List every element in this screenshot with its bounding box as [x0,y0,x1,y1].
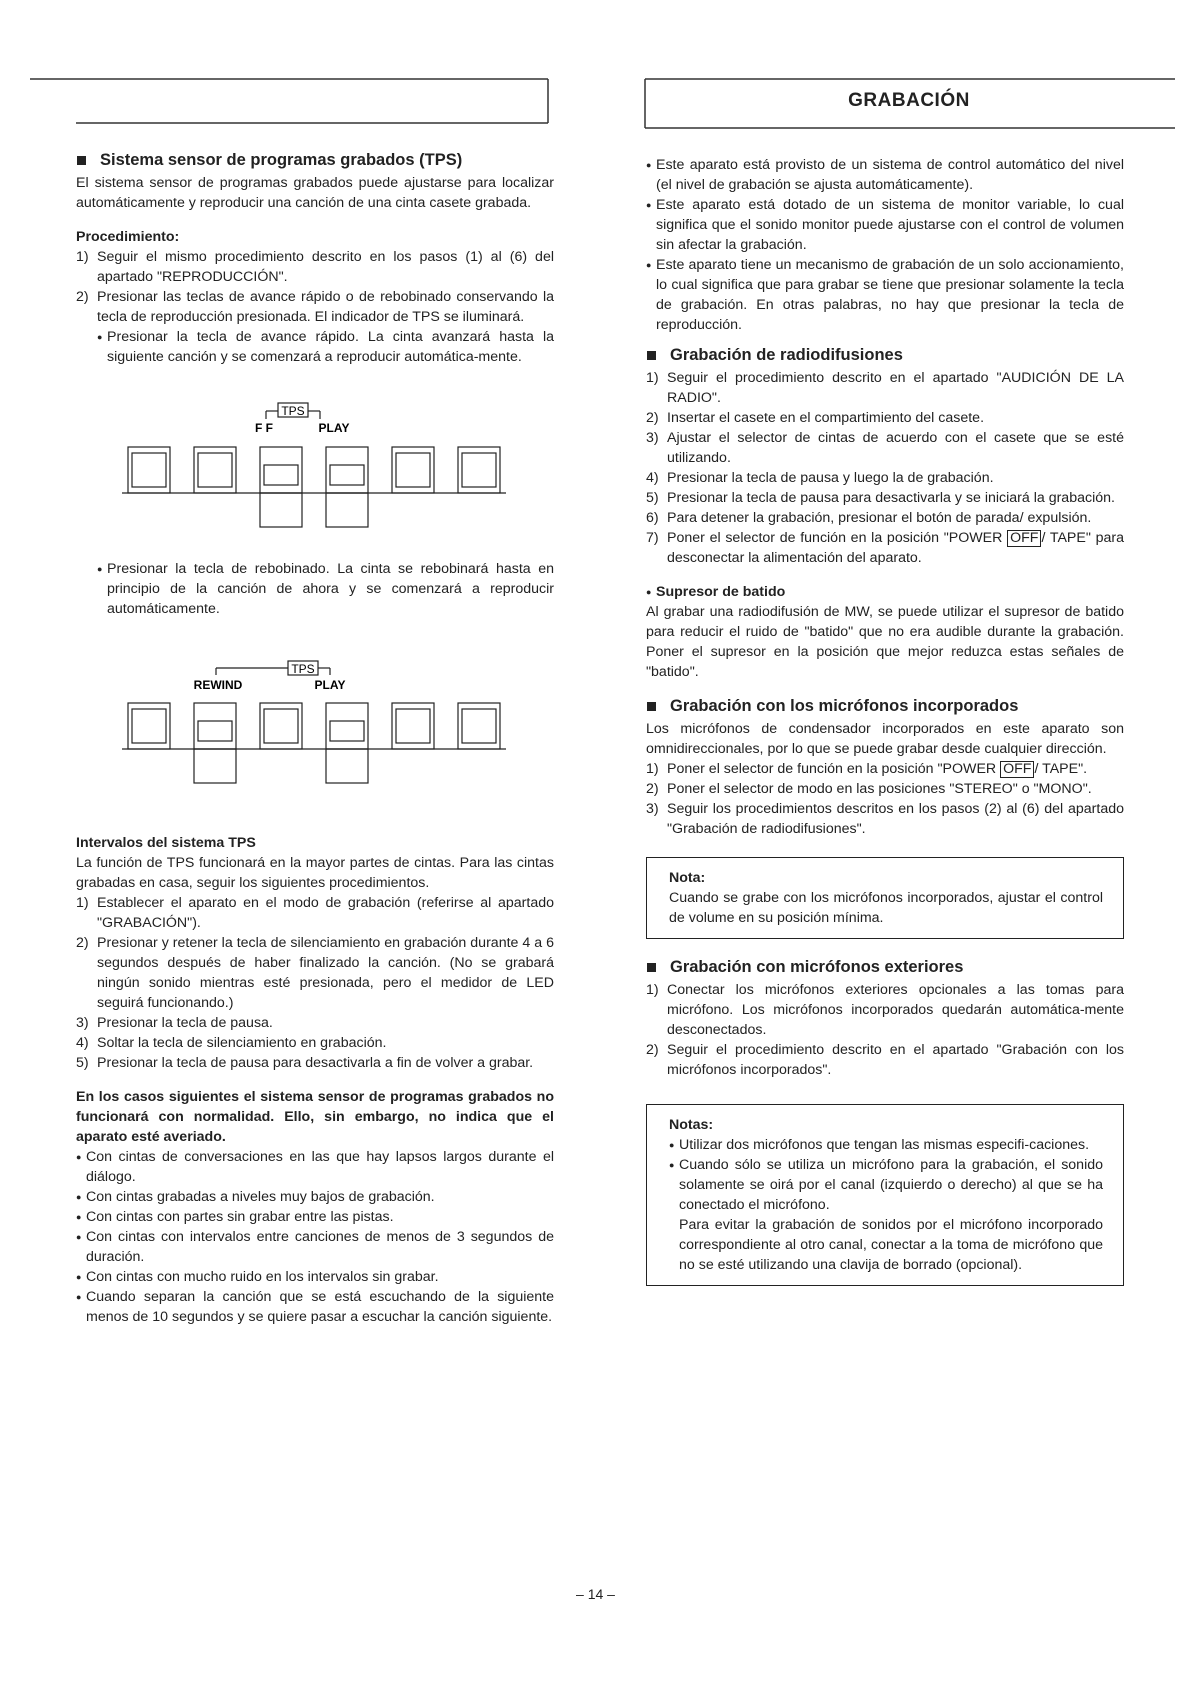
tps-intro: El sistema sensor de programas grabados puede ajustarse para localizar automáticamente y reproducir una canción de una cinta casete grabada. [76,175,554,211]
list-item: 2) Presionar y retener la tecla de silenciamiento en grabación durante 4 a 6 segundos después de haber finalizado la canción. (No se grabará ningún sonido mientras esté presionada, pero el medidor de LED seguirá funcionando.) [76,935,554,1011]
beat-text: Al grabar una radiodifusión de MW, se puede utilizar el supresor de batido para reducir el ruido de "batido" que no era audible durante la grabación. Poner el supresor en la posición que mejor reduzca estas señales de "batido". [646,604,1124,680]
list-item: 1) Establecer el aparato en el modo de grabación (referirse al apartado "GRABACIÓN"). [76,895,554,931]
key-rewind [194,703,236,749]
beat-heading: ● Supresor de batido [646,582,1124,602]
external-mics-section-title: Grabación con micrófonos exteriores [646,957,1124,977]
radio-section-title: Grabación de radiodifusiones [646,345,1124,365]
note-text: Cuando se grabe con los micrófonos incorporados, ajustar el control de volume en su posición mínima. [669,890,1103,926]
left-column [76,150,554,1327]
square-bullet-icon [647,351,656,360]
external-notes-box [646,1104,1124,1286]
list-item: ● Utilizar dos micrófonos que tengan las mismas especifi-caciones. [669,1135,1103,1155]
cassette-keys [122,447,506,527]
ff-sub-bullet: ● Presionar la tecla de avance rápido. La cinta avanzará hasta la siguiente canción y se comenzará a reproducir automática-mente. [97,327,554,367]
square-bullet-icon [647,702,656,711]
list-item: 1) Conectar los micrófonos exteriores opcionales a las tomas para micrófono. Los micrófonos incorporados quedarán automática-mente desconectados. [646,982,1124,1038]
cases-heading: En los casos siguientes el sistema sensor de programas grabados no funcionará con normalidad. Ello, sin embargo, no indica que el aparato esté averiado. [76,1089,554,1145]
tps-section-title: Sistema sensor de programas grabados (TPS) [76,150,554,170]
key-ff [260,447,302,493]
radio-steps [646,368,1124,568]
note-heading: Nota: [669,870,706,886]
right-header-title: GRABACIÓN [848,90,970,111]
square-bullet-icon [77,156,86,165]
recording-intro-list [646,155,1124,335]
notes-heading: Notas: [669,1117,714,1133]
list-item: 2) Seguir el procedimiento descrito en el apartado "Grabación con los micrófonos incorporados". [646,1042,1124,1078]
list-item: 3) Seguir los procedimientos descritos en los pasos (2) al (6) del apartado "Grabación de radiodifusiones". [646,801,1124,837]
builtin-note-box [646,857,1124,939]
cassette-keys-2 [122,703,506,783]
off-boxed-label: OFF [1000,761,1034,778]
list-item: 1) Seguir el mismo procedimiento descrito en los pasos (1) al (6) del apartado "REPRODUCCIÓN". [76,249,554,285]
key-5 [392,447,434,493]
list-item: 7) Poner el selector de función en la posición "POWER OFF / TAPE" para desconectar la alimentación del aparato. [646,530,1124,566]
notes-extra: Para evitar la grabación de sonidos por el micrófono incorporado correspondiente al otro canal, conectar a la toma de micrófono que no se esté utilizando una clavija de borrado (opcional). [679,1217,1103,1273]
off-boxed-label: OFF [1007,530,1041,547]
intervals-intro: La función de TPS funcionará en la mayor partes de cintas. Para las cintas grabadas en casa, seguir los siguientes procedimientos. [76,855,554,891]
ff-label: F F [255,421,273,435]
list-item: ● Este aparato tiene un mecanismo de grabación de un solo accionamiento, lo cual significa que para grabar se tiene que presionar solamente la tecla de grabación. En otras palabras, no hay que presionar la tecla de reproducción. [646,255,1124,335]
list-item: 1) Poner el selector de función en la posición "POWER OFF / TAPE". [646,761,1088,777]
header-frames [0,0,1191,140]
list-item: 3) Ajustar el selector de cintas de acuerdo con el casete que se esté utilizando. [646,430,1124,466]
page-number: – 14 – [576,1586,615,1602]
procedure-heading: Procedimiento: [76,229,180,245]
key-play [326,447,368,493]
key-1 [128,447,170,493]
tps-label: TPS [281,404,305,418]
list-item: 4) Presionar la tecla de pausa y luego la de grabación. [646,470,994,486]
rewind-play-keys-diagram [76,657,554,789]
builtin-mics-section-title: Grabación con los micrófonos incorporados [646,696,1124,716]
cases-list [76,1147,554,1327]
ff-play-keys-diagram [76,389,554,541]
list-item: 3) Presionar la tecla de pausa. [76,1015,273,1031]
intervals-heading: Intervalos del sistema TPS [76,835,256,851]
play-label-2: PLAY [314,678,346,692]
list-item: ● Con cintas de conversaciones en las que hay lapsos largos durante el diálogo. [76,1147,554,1187]
list-item: ● Con cintas con mucho ruido en los intervalos sin grabar. [76,1267,554,1287]
list-item: 6) Para detener la grabación, presionar el botón de parada/ expulsión. [646,510,1092,526]
builtin-steps [646,759,1124,839]
rewind-label: REWIND [193,678,243,692]
list-item: ● Con cintas con partes sin grabar entre las pistas. [76,1207,554,1227]
external-steps [646,980,1124,1080]
list-item: ● Con cintas grabadas a niveles muy bajos de grabación. [76,1187,554,1207]
key-play-2 [326,703,368,749]
list-item: 2) Presionar las teclas de avance rápido o de rebobinado conservando la tecla de reproducción presionada. El indicador de TPS se iluminará. ● Presionar la tecla de avance rápido. La cinta avanzará hasta la siguiente canción y se comenzará a reproducir automática-mente. [76,287,554,367]
tps-label-2: TPS [291,662,315,676]
list-item: ● Este aparato está provisto de un sistema de control automático del nivel (el nivel de grabación se ajusta automáticamente). [646,155,1124,195]
square-bullet-icon [647,963,656,972]
list-item: ● Con cintas con intervalos entre canciones de menos de 3 segundos de duración. [76,1227,554,1267]
intervals-steps [76,893,554,1073]
tps-steps [76,247,554,367]
list-item: 2) Poner el selector de modo en las posiciones "STEREO" o "MONO". [646,781,1092,797]
notes-list [669,1135,1103,1215]
list-item: 1) Seguir el procedimiento descrito en el apartado "AUDICIÓN DE LA RADIO". [646,370,1124,406]
list-item: 2) Insertar el casete en el compartimiento del casete. [646,410,985,426]
key-6 [458,447,500,493]
list-item: 4) Soltar la tecla de silenciamiento en grabación. [76,1035,387,1051]
play-label: PLAY [318,421,350,435]
list-item: 5) Presionar la tecla de pausa para desactivarla y se iniciará la grabación. [646,490,1115,506]
list-item: ● Cuando sólo se utiliza un micrófono para la grabación, el sonido solamente se oirá por el canal (izquierdo o derecho) al que se ha conectado el micrófono. [669,1155,1103,1215]
rewind-bullet: ● Presionar la tecla de rebobinado. La cinta se rebobinará hasta en principio de la canción de ahora y se comenzará a reproducir automáticamente. [97,559,554,619]
right-column [646,155,1124,1286]
list-item: ● Este aparato está dotado de un sistema de monitor variable, lo cual significa que el sonido monitor puede ajustarse con el control de volumen sin afectar la grabación. [646,195,1124,255]
list-item: ● Cuando separan la canción que se está escuchando de la siguiente menos de 10 segundos y se quiere pasar a escuchar la canción siguiente. [76,1287,554,1327]
key-2 [194,447,236,493]
builtin-intro: Los micrófonos de condensador incorporados en este aparato son omnidireccionales, por lo que se puede grabar desde cualquier dirección. [646,721,1124,757]
list-item: 5) Presionar la tecla de pausa para desactivarla a fin de volver a grabar. [76,1055,534,1071]
